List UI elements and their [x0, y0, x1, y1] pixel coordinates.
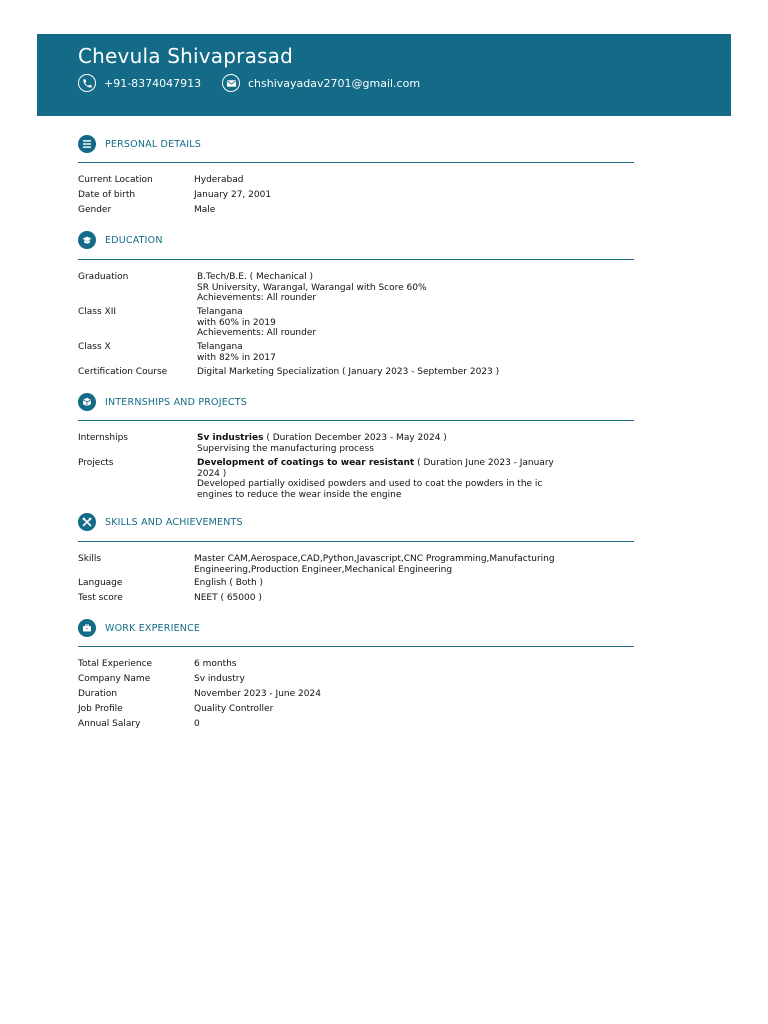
row-label: Total Experience	[78, 659, 153, 669]
section-title: SKILLS AND ACHIEVEMENTS	[105, 516, 243, 528]
degree: B.Tech/B.E. ( Mechanical )	[197, 272, 314, 282]
row-value: January 27, 2001	[194, 190, 272, 200]
list-icon	[78, 135, 96, 153]
row-label: Skills	[78, 554, 102, 564]
certification: Digital Marketing Specialization ( January 2023 - September 2023 )	[197, 367, 500, 377]
row-label: Certification Course	[78, 367, 168, 377]
tools-icon	[78, 513, 96, 531]
personal-details-heading	[78, 134, 201, 154]
phone-contact[interactable]	[78, 73, 201, 93]
skills-heading	[78, 512, 243, 532]
row-label: Annual Salary	[78, 719, 141, 729]
row-value	[197, 458, 562, 500]
institution: SR University, Warangal, Warangal with Score 60%	[197, 282, 427, 293]
row-value: NEET ( 65000 )	[194, 593, 262, 603]
section-title: WORK EXPERIENCE	[105, 622, 201, 634]
board: Telangana	[197, 342, 243, 352]
row-label: Language	[78, 578, 123, 588]
row-value: Male	[194, 205, 216, 215]
project-title	[197, 458, 562, 479]
row-label: Current Location	[78, 175, 153, 185]
phone-number: +91-8374047913	[104, 76, 202, 90]
section-title: PERSONAL DETAILS	[105, 138, 201, 150]
row-value	[197, 272, 567, 304]
row-value: 0	[194, 719, 200, 729]
row-value: November 2023 - June 2024	[194, 689, 321, 699]
project-name: Development of coatings to wear resistant	[197, 458, 415, 468]
score: with 60% in 2019	[197, 317, 276, 328]
row-label: Duration	[78, 689, 118, 699]
skills-list: Master CAM,Aerospace,CAD,Python,Javascript,CNC Programming,Manufacturing Engineering,Production Engineer,Mechanical Engineering	[194, 554, 555, 575]
row-label: Company Name	[78, 674, 151, 684]
section-divider	[78, 420, 634, 421]
mail-icon	[222, 74, 240, 92]
header-banner	[37, 34, 731, 116]
board: Telangana	[197, 307, 243, 317]
duration: ( Duration December 2023 - May 2024 )	[263, 433, 447, 443]
row-value: Quality Controller	[194, 704, 274, 714]
graduation-cap-icon	[78, 231, 96, 249]
section-divider	[78, 259, 634, 260]
row-label: Date of birth	[78, 190, 136, 200]
row-label: Graduation	[78, 272, 129, 282]
education-heading	[78, 230, 163, 250]
row-label: Class XII	[78, 307, 117, 317]
company-name: Sv industries	[197, 433, 264, 443]
row-label: Gender	[78, 205, 112, 215]
row-value: English ( Both )	[194, 578, 264, 588]
score: with 82% in 2017	[197, 352, 276, 363]
row-value: Hyderabad	[194, 175, 244, 185]
email-address: chshivayadav2701@gmail.com	[248, 76, 421, 90]
candidate-name: Chevula Shivaprasad	[78, 44, 293, 68]
row-value	[197, 367, 567, 378]
row-value: Sv industry	[194, 674, 245, 684]
description: Developed partially oxidised powders and used to coat the powders in the ic engines to reduce the wear inside the engine	[197, 479, 543, 500]
row-value: 6 months	[194, 659, 237, 669]
achievements: Achievements: All rounder	[197, 328, 317, 338]
row-label: Job Profile	[78, 704, 123, 714]
row-label: Projects	[78, 458, 114, 468]
phone-icon	[78, 74, 96, 92]
section-title: EDUCATION	[105, 234, 163, 246]
row-value	[197, 342, 567, 363]
section-divider	[78, 646, 634, 647]
achievements: Achievements: All rounder	[197, 293, 317, 303]
section-title: INTERNSHIPS AND PROJECTS	[105, 396, 247, 408]
internships-heading	[78, 392, 247, 412]
section-divider	[78, 541, 634, 542]
email-contact[interactable]	[222, 73, 420, 93]
cube-icon	[78, 393, 96, 411]
row-label: Class X	[78, 342, 111, 352]
row-value	[197, 307, 567, 339]
briefcase-icon	[78, 619, 96, 637]
description: Supervising the manufacturing process	[197, 443, 374, 454]
section-divider	[78, 162, 634, 163]
work-experience-heading	[78, 618, 200, 638]
row-value	[197, 433, 567, 454]
row-value	[194, 554, 564, 575]
internship-title	[197, 433, 567, 444]
duration: ( Duration June 2023 - January 2024 )	[197, 458, 554, 479]
row-label: Internships	[78, 433, 128, 443]
row-label: Test score	[78, 593, 123, 603]
